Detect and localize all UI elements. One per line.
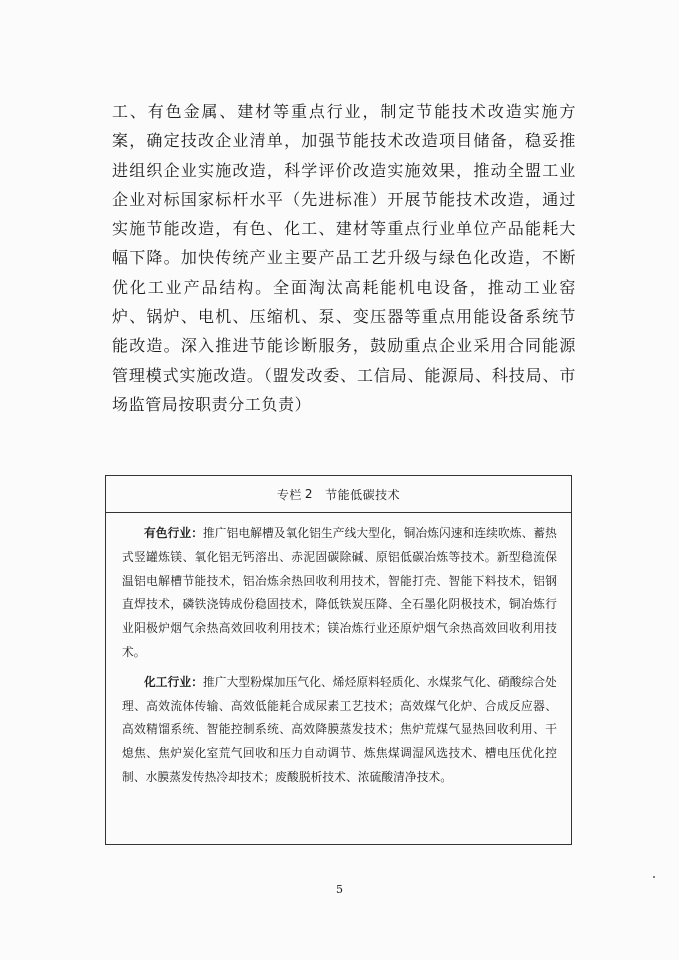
box-header [106, 476, 571, 513]
box-title: 节能低碳技术 [325, 487, 401, 502]
box-number: 2 [304, 487, 314, 501]
box-label: 专栏 [276, 487, 302, 502]
body-paragraph: 工、有色金属、建材等重点行业，制定节能技术改造实施方案，确定技改企业清单，加强节能技术改造项目储备，稳妥推进组织企业实施改造，科学评价改造实施效果，推动全盟工业企业对标国家标杆水平（先进标准）开展节能技术改造，通过实施节能改造，有色、化工、建材等重点行业单位产品能耗大幅下降。加快传统产业主要产品工艺升级与绿色化改造，不断优化工业产品结构。全面淘汰高耗能机电设备，推动工业窑炉、锅炉、电机、压缩机、泵、变压器等重点用能设备系统节能改造。深入推进节能诊断服务，鼓励重点企业采用合同能源管理模式实施改造。（盟发改委、工信局、能源局、科技局、市场监管局按职责分工负责） [112, 102, 576, 414]
section-lead: 化工行业： [144, 674, 203, 689]
section-text: 推广铝电解槽及氧化铝生产线大型化，铜冶炼闪速和连续吹炼、蓄热式竖罐炼镁、氧化铝无钙溶出、赤泥固碳除碱、原铝低碳冶炼等技术。新型稳流保温铝电解槽节能技术，铝冶炼余热回收利用技术，智能打壳、智能下料技术，铝钢直焊技术，磷铁浇铸成份稳固技术，降低铁炭压降、全石墨化阴极技术，铜冶炼行业阳极炉烟气余热高效回收利用技术；镁冶炼行业还原炉烟气余热高效回收利用技术。 [122, 526, 557, 659]
scan-speck [653, 876, 655, 878]
sidebar-box-energy-saving-technologies [105, 475, 572, 845]
section-text: 推广大型粉煤加压气化、烯烃原料轻质化、水煤浆气化、硝酸综合处理、高效流体传输、高效低能耗合成尿素工艺技术；高效煤气化炉、合成反应器、高效精馏系统、智能控制系统、高效降膜蒸发技术；焦炉荒煤气显热回收利用、干熄焦、焦炉炭化室荒气回收和压力自动调节、炼焦煤调湿风选技术、槽电压优化控制、水膜蒸发传热冷却技术；废酸脱析技术、浓硫酸清净技术。 [122, 674, 557, 784]
page-number: 5 [336, 883, 343, 896]
section-lead: 有色行业： [144, 526, 203, 540]
section-nonferrous [122, 522, 557, 665]
section-chemical [122, 671, 557, 790]
box-body [106, 513, 571, 790]
